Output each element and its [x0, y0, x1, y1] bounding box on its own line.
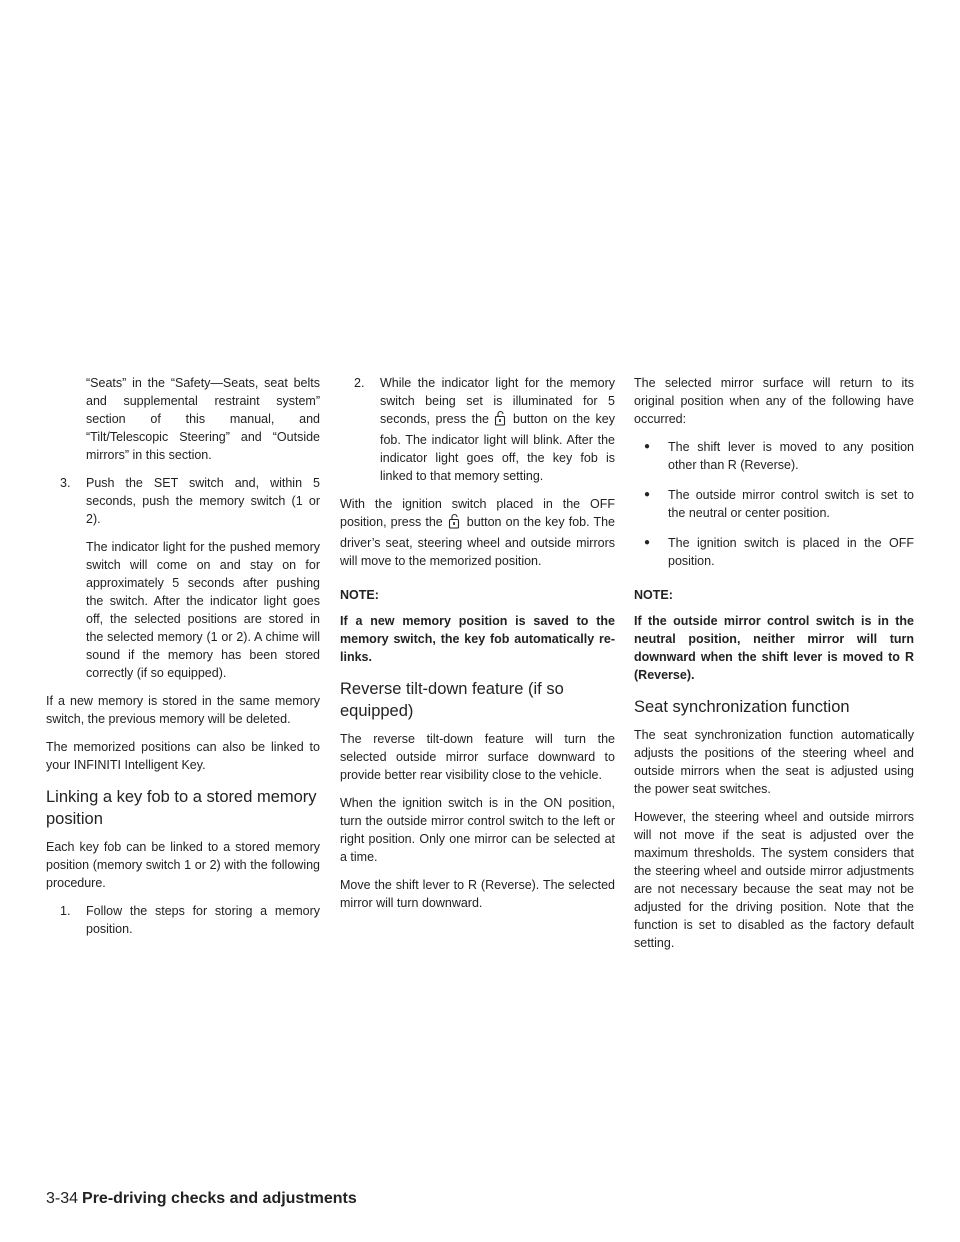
paragraph: The memorized positions can also be linked to your INFINITI Intelligent Key.: [46, 740, 320, 772]
paragraph: Each key fob can be linked to a stored memory position (memory switch 1 or 2) with the following procedure.: [46, 840, 320, 890]
step-number: 1.: [60, 904, 71, 918]
paragraph: Move the shift lever to R (Reverse). The selected mirror will turn downward.: [340, 878, 615, 910]
bullet-text: The ignition switch is placed in the OFF position.: [668, 536, 914, 568]
paragraph: When the ignition switch is in the ON position, turn the outside mirror control switch to the left or right position. Only one mirror can be selected at a time.: [340, 796, 615, 864]
paragraph: The reverse tilt-down feature will turn the selected outside mirror surface downward to provide better rear visibility close to the vehicle.: [340, 732, 615, 782]
step-3: [46, 474, 320, 528]
step-text: Follow the steps for storing a memory position.: [86, 904, 320, 936]
bullet-icon: ●: [644, 441, 651, 452]
step-2: [340, 374, 615, 485]
note-label: NOTE:: [634, 588, 673, 602]
section-title: Pre-driving checks and adjustments: [82, 1190, 357, 1207]
bullet-text: The outside mirror control switch is set to the neutral or center position.: [668, 488, 914, 520]
paragraph: If a new memory is stored in the same memory switch, the previous memory will be deleted.: [46, 694, 320, 726]
paragraph: The seat synchronization function automatically adjusts the positions of the steering wheel and outside mirrors when the seat is adjusted using the power seat switches.: [634, 728, 914, 796]
bullet-icon: ●: [644, 489, 651, 500]
page-footer: [46, 1190, 357, 1208]
note-text: If the outside mirror control switch is in the neutral position, neither mirror will turn downward when the shift lever is moved to R (Reverse).: [634, 614, 914, 682]
paragraph: However, the steering wheel and outside mirrors will not move if the seat is adjusted over the maximum thresholds. The system considers that the steering wheel and outside mirror adjustments are not necessary because the seat may not be adjusted for the driving position. Note that the function is set to disabled as the factory default setting.: [634, 810, 914, 950]
step-1: [46, 902, 320, 938]
note-label: NOTE:: [340, 588, 379, 602]
heading-reverse-tilt-down: Reverse tilt-down feature (if so equipped): [340, 680, 564, 720]
step-text: [380, 374, 615, 485]
text-a: With the ignition switch placed in the OFF position, press the: [340, 497, 615, 529]
step-number: 2.: [354, 376, 365, 390]
column-2: [340, 374, 615, 922]
key-fob-unlock-icon: [493, 410, 507, 431]
paragraph: The selected mirror surface will return to its original position when any of the following have occurred:: [634, 376, 914, 426]
column-3: [634, 374, 914, 962]
bullet-item: [634, 534, 914, 570]
key-fob-unlock-icon: [447, 513, 461, 534]
column-1: [46, 374, 320, 948]
continued-paragraph: “Seats” in the “Safety—Seats, seat belts and supplemental restraint system” section of this manual, and “Tilt/Telescopic Steering” and “Outside mirrors” in this section.: [86, 376, 320, 462]
bullet-text: The shift lever is moved to any position other than R (Reverse).: [668, 440, 914, 472]
bullet-item: [634, 438, 914, 474]
bullet-item: [634, 486, 914, 522]
bullet-icon: ●: [644, 537, 651, 548]
step-3-detail: The indicator light for the pushed memory switch will come on and stay on for approximately 5 seconds after pushing the switch. After the indicator light goes off, the selected positions are stored in the selected memory (1 or 2). A chime will sound if the memory has been stored correctly (if so equipped).: [86, 540, 320, 680]
page-number: 3-34: [46, 1190, 79, 1207]
paragraph-ignition: [340, 495, 615, 570]
step-text: Push the SET switch and, within 5 seconds, push the memory switch (1 or 2).: [86, 476, 320, 526]
heading-link-key-fob: Linking a key fob to a stored memory position: [46, 788, 317, 828]
step-number: 3.: [60, 476, 71, 490]
step-text-b: button on the key fob. The indicator light will blink. After the indicator light goes off, the key fob is linked to that memory setting.: [380, 412, 616, 483]
text-b: button on the key fob. The driver’s seat, steering wheel and outside mirrors will move to the memorized position.: [340, 515, 616, 568]
heading-seat-sync: Seat synchronization function: [634, 698, 850, 716]
step-text-a: While the indicator light for the memory switch being set is illuminated for 5 seconds, press the: [380, 376, 615, 426]
note-text: If a new memory position is saved to the memory switch, the key fob automatically re-links.: [340, 614, 615, 664]
